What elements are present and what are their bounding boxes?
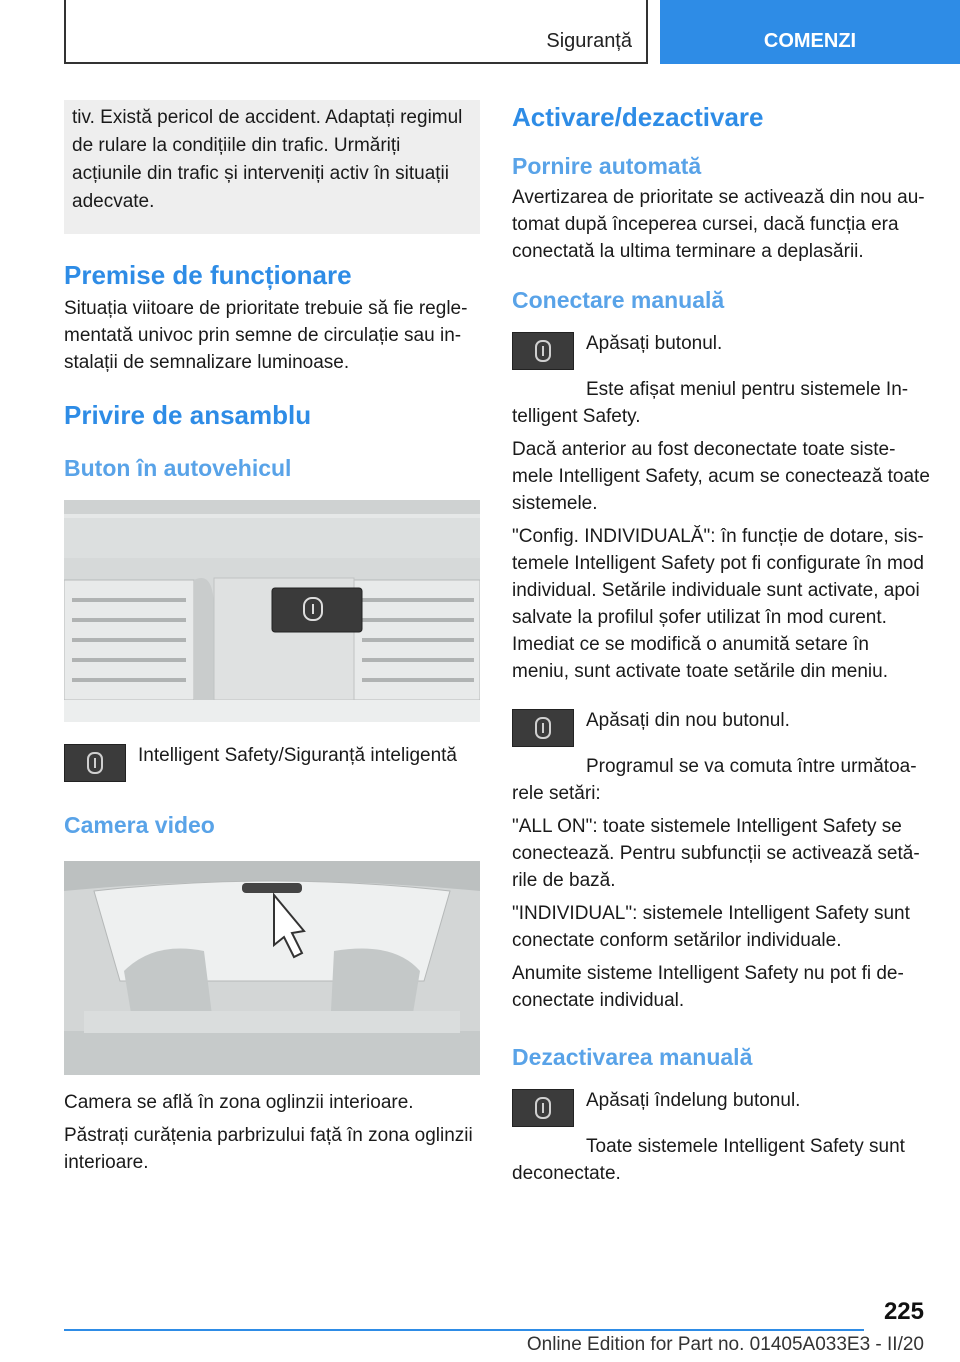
overview-heading: Privire de ansamblu (64, 400, 312, 430)
manual-on-text-block (586, 330, 722, 357)
button-caption: Intelligent Safety/Siguranță inteligentă (138, 745, 457, 766)
all-disconnected-text: Toate sistemele Intelligent Safety sunt deconectate. (512, 1136, 905, 1184)
warning-text: tiv. Există pericol de accident. Adaptați regimul de rulare la condițiile din trafic. Urmăriți acțiunile din trafic și interveniți activ în situații adecvate. (72, 107, 463, 212)
safety-car-icon (533, 1096, 553, 1120)
camera-clean-text: Păstrați curățenia parbrizului față în zona oglinzii interioare. (64, 1125, 473, 1173)
safety-car-icon (533, 339, 553, 363)
auto-start-text: Avertizarea de prioritate se activează din nou automat după începerea cursei, dacă funcția era conectată la ultima terminare a deplasării. (512, 187, 925, 262)
footer-divider (64, 1329, 864, 1331)
manual-off-row (512, 1087, 930, 1127)
manual-on-heading: Conectare manuală (512, 287, 725, 313)
safety-car-icon (85, 751, 105, 775)
camera-location-text: Camera se află în zona oglinzii interioare. (64, 1092, 414, 1113)
car-interior-illustration (64, 861, 480, 1075)
manual-on-row (512, 330, 930, 370)
premise-heading: Premise de funcționare (64, 260, 352, 290)
intelligent-safety-button-icon[interactable] (512, 1089, 574, 1127)
dashboard-button-photo (64, 500, 480, 722)
camera-photo (64, 861, 480, 1075)
dashboard-illustration (64, 500, 480, 722)
button-caption-row (64, 744, 480, 782)
warning-box (64, 100, 480, 234)
press-button-text: Apăsați butonul. (586, 333, 723, 354)
all-on-text: "ALL ON": toate sistemele Intelligent Safety se conectează. Pentru subfuncții se activează setările de bază. (512, 816, 920, 891)
intelligent-safety-button-icon[interactable] (512, 332, 574, 370)
camera-heading: Camera video (64, 812, 215, 838)
activation-heading: Activare/dezactivare (512, 102, 764, 132)
right-column (512, 100, 930, 1187)
press-again-row (512, 707, 930, 747)
individual-text: "INDIVIDUAL": sistemele Intelligent Safety sunt conectate conform setărilor individuale. (512, 903, 910, 951)
auto-start-heading: Pornire automată (512, 153, 702, 179)
header-section-box (64, 0, 648, 64)
program-switch-text: Programul se va comuta între următoarele setări: (512, 756, 917, 804)
some-systems-text: Anumite sisteme Intelligent Safety nu pot fi deconectate individual. (512, 963, 904, 1011)
premise-text: Situația viitoare de prioritate trebuie să fie reglementată univoc prin semne de circulație sau instalații de semnalizare luminoase. (64, 298, 468, 373)
all-off-text: Dacă anterior au fost deconectate toate sistemele Intelligent Safety, acum se conectează toate sistemele. (512, 439, 930, 514)
header-section-title: Siguranță (546, 30, 632, 52)
safety-car-icon (533, 716, 553, 740)
manual-off-heading: Dezactivarea manuală (512, 1044, 753, 1070)
menu-shown-text: Este afișat meniul pentru sistemele Intelligent Safety. (512, 379, 909, 427)
config-text: "Config. INDIVIDUALĂ": în funcție de dotare, sistemele Intelligent Safety pot fi configurate în mod individual. Setările individuale sunt activate, apoi salvate la profilul șofer utilizat în mod curent. Imediat ce se modifică o anumită setare în meniu, sunt activate toate setările din meniu. (512, 526, 924, 682)
edition-footer: Online Edition for Part no. 01405A033E3 - II/20 (526, 1334, 924, 1355)
press-again-text: Apăsați din nou butonul. (586, 710, 790, 731)
page-number: 225 (883, 1298, 924, 1325)
press-long-text: Apăsați îndelung butonul. (586, 1090, 801, 1111)
intelligent-safety-button-icon[interactable] (512, 709, 574, 747)
header-chapter-tab[interactable]: COMENZI (660, 0, 960, 64)
button-heading: Buton în autovehicul (64, 455, 292, 481)
intelligent-safety-button-icon[interactable] (64, 744, 126, 782)
left-column (64, 100, 480, 1176)
